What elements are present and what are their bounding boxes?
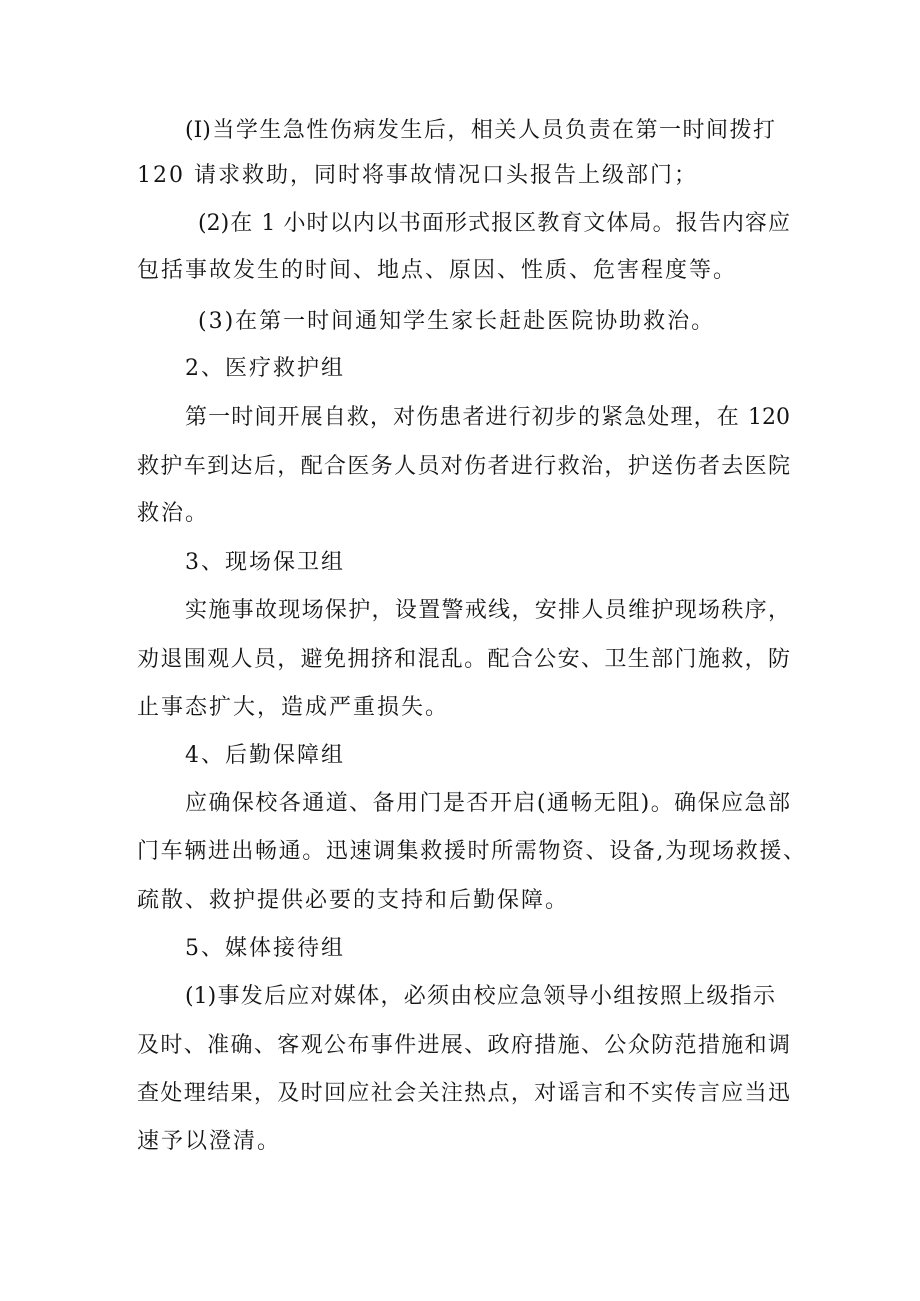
- section-heading: 3、现场保卫组: [185, 550, 345, 575]
- text-line: (2)在 1 小时以内以书面形式报区教育文体局。报告内容应: [198, 211, 790, 236]
- text-line: 应确保校各通道、备用门是否开启(通畅无阻)。确保应急部: [185, 791, 790, 816]
- text-line: 120 请求救助，同时将事故情况口头报告上级部门；: [137, 163, 698, 188]
- text-line: 查处理结果，及时回应社会关注热点，对谣言和不实传言应当迅: [137, 1081, 790, 1106]
- text-line: 包括事故发生的时间、地点、原因、性质、危害程度等。: [137, 258, 738, 283]
- section-heading: 2、医疗救护组: [185, 356, 345, 381]
- text-line: 疏散、救护提供必要的支持和后勤保障。: [137, 888, 570, 913]
- text-line: (1)事发后应对媒体，必须由校应急领导小组按照上级指示: [185, 984, 775, 1009]
- section-heading: 5、媒体接待组: [185, 936, 345, 961]
- text-line: (3)在第一时间通知学生家长赶赴医院协助救治。: [198, 309, 716, 334]
- text-line: 及时、准确、客观公布事件进展、政府措施、公众防范措施和调: [137, 1033, 790, 1058]
- text-line: 门车辆进出畅通。迅速调集救援时所需物资、设备,为现场救援、: [137, 839, 805, 864]
- text-line: 救护车到达后，配合医务人员对伤者进行救治，护送伤者去医院: [137, 454, 790, 479]
- text-line: (I)当学生急性伤病发生后，相关人员负责在第一时间拨打: [185, 118, 775, 143]
- text-line: 第一时间开展自救，对伤患者进行初步的紧急处理，在 120: [185, 405, 790, 430]
- text-line: 实施事故现场保护，设置警戒线，安排人员维护现场秩序，: [185, 598, 790, 623]
- section-heading: 4、后勤保障组: [185, 743, 345, 768]
- text-line: 救治。: [137, 501, 210, 526]
- text-line: 止事态扩大，造成严重损失。: [137, 695, 450, 720]
- text-line: 速予以澄清。: [137, 1129, 282, 1154]
- text-line: 劝退围观人员，避免拥挤和混乱。配合公安、卫生部门施救，防: [137, 647, 790, 672]
